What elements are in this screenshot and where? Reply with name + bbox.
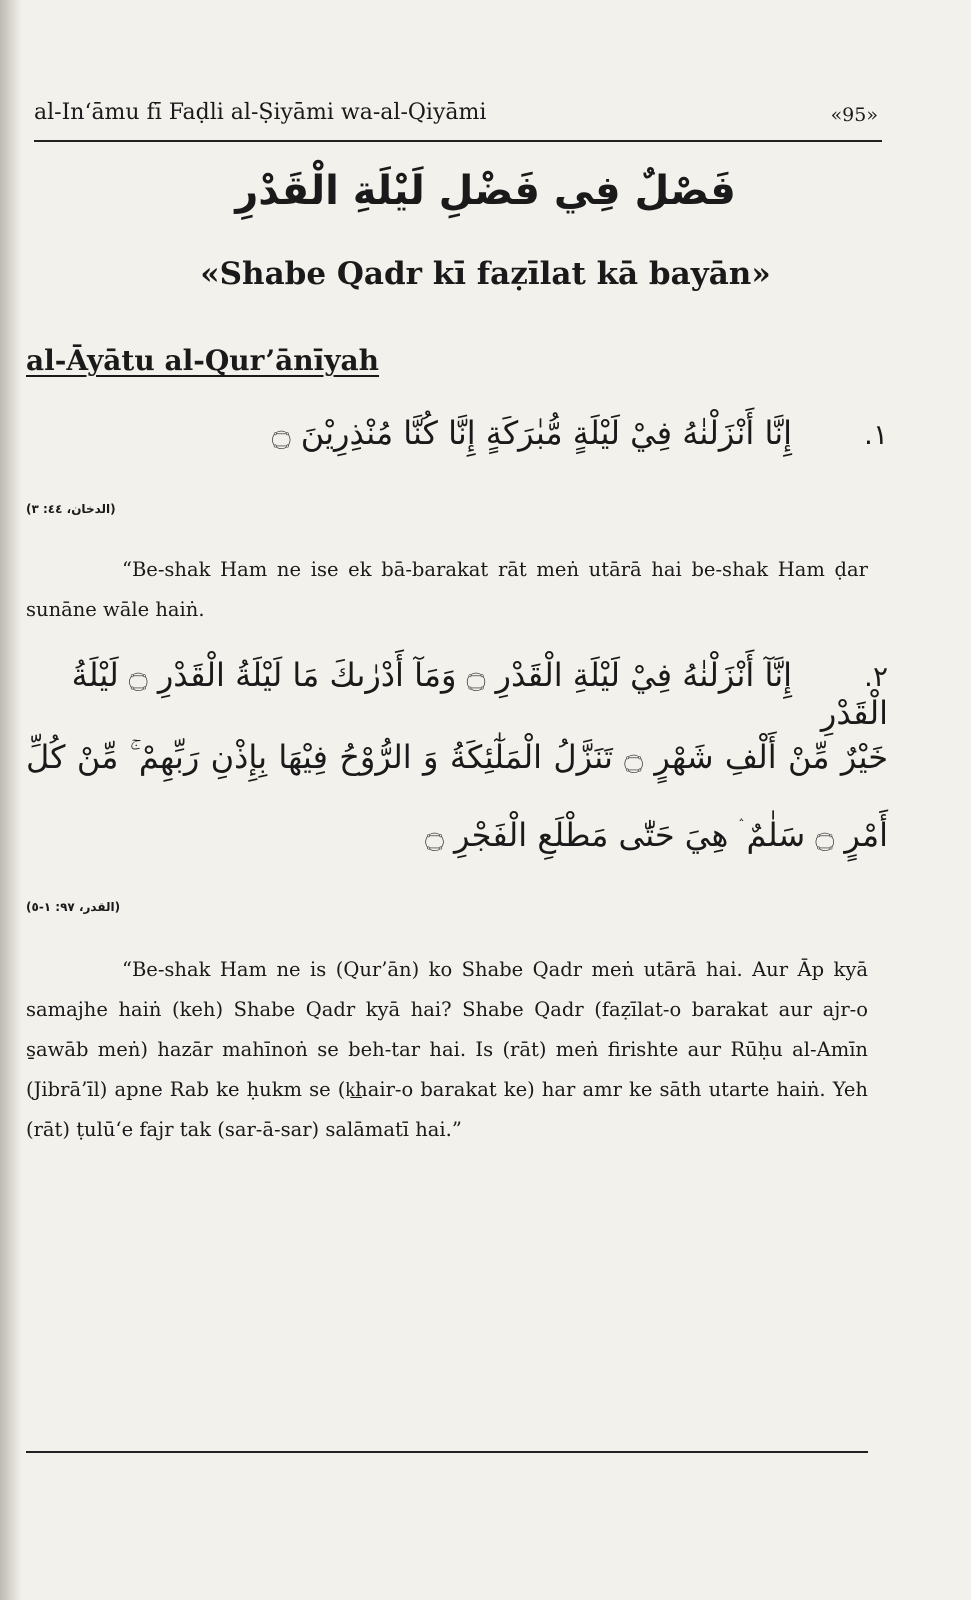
verse-translation: “Be-shak Ham ne is (Qur’ān) ko Shabe Qadr meṅ utārā hai. Aur Āp kyā samajhe haiṅ (keh) Shabe Qadr kyā hai? Shabe Qadr (faẓīlat-o barakat aur ajr-o s̱awāb meṅ) hazār mahīnoṅ se beh-tar hai. Is (rāt) meṅ firishte aur Rūḥu al-Amīn (Jibrā’īl) apne Rab ke ḥukm se (k͟hair-o barakat ke) har amr ke sāth utarte haiṅ. Yeh (rāt) ṭulū‘e fajr tak (sar-ā-sar) salāmatī hai.” (26, 958, 868, 1141)
chapter-title: «Shabe Qadr kī faẓīlat kā bayān» (200, 256, 771, 292)
verse-1 (26, 414, 888, 452)
footer-rule (26, 1451, 868, 1453)
running-header (34, 98, 884, 134)
verse-number: ١. (864, 418, 888, 451)
page-number: «95» (830, 104, 878, 126)
verse-arabic-line: إِنَّا أَنْزَلْنٰهُ فِيْ لَيْلَةٍ مُّبٰرَكَةٍ إِنَّا كُنَّا مُنْذِرِيْنَ ۝ (271, 414, 792, 452)
book-title: al-In‘āmu fī Faḍli al-Ṣiyāmi wa-al-Qiyāmi (34, 100, 487, 125)
header-rule (34, 140, 882, 142)
verse-citation: (القدر، ٩٧: ١-٥) (26, 900, 121, 914)
verse-translation: “Be-shak Ham ne ise ek bā-barakat rāt meṅ utārā hai be-shak Ham ḍar sunāne wāle haiṅ. (26, 558, 868, 621)
chapter-arabic-title: فَصْلٌ فِي فَضْلِ لَيْلَةِ الْقَدْرِ (235, 168, 736, 214)
verse-number: ٢. (864, 660, 888, 693)
verse-2 (26, 656, 888, 732)
verse-arabic-line: أَمْرٍ ۝ سَلٰمٌ ۛ هِيَ حَتّٰى مَطْلَعِ الْفَجْرِ ۝ (425, 816, 888, 854)
verse-arabic-line: خَيْرٌ مِّنْ أَلْفِ شَهْرٍ ۝ تَنَزَّلُ الْمَلٰٓئِكَةُ وَ الرُّوْحُ فِيْهَا بِإِذْنِ رَبِّهِمْ ۚ مِّنْ كُلِّ (26, 738, 889, 776)
page-binding-shadow (0, 0, 22, 1600)
verse-citation: (الدخان، ٤٤: ٣) (26, 502, 116, 516)
verse-arabic-line: إِنَّآ أَنْزَلْنٰهُ فِيْ لَيْلَةِ الْقَدْرِ ۝ وَمَآ أَدْرٰىكَ مَا لَيْلَةُ الْقَدْرِ ۝ لَيْلَةُ الْقَدْرِ (71, 656, 888, 732)
section-heading: al-Āyātu al-Qur’ānīyah (26, 344, 380, 377)
